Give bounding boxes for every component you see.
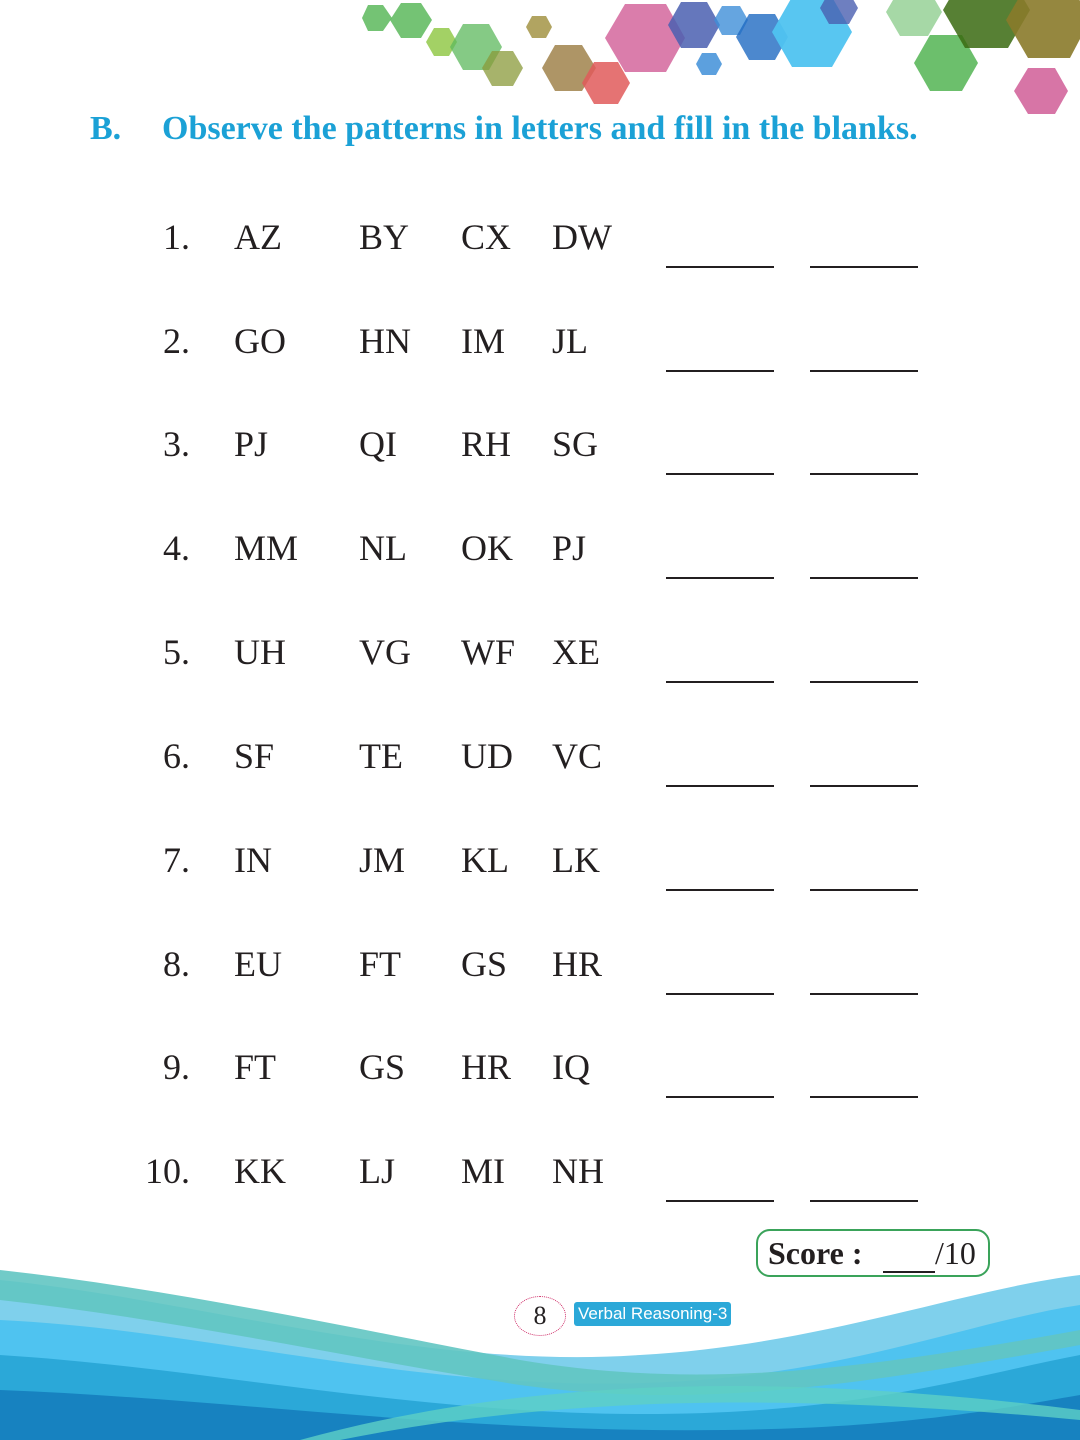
answer-blank[interactable]	[810, 1096, 918, 1098]
answer-blank[interactable]	[810, 889, 918, 891]
question-number: 2.	[163, 321, 190, 361]
term: PJ	[552, 528, 587, 568]
question-row	[0, 943, 1080, 1003]
question-row	[0, 631, 1080, 691]
term: HR	[461, 1047, 512, 1087]
score-label: Score :	[768, 1235, 863, 1271]
answer-blank[interactable]	[666, 993, 774, 995]
answer-blank[interactable]	[666, 370, 774, 372]
answer-blank[interactable]	[810, 473, 918, 475]
page-number: 8	[514, 1296, 566, 1336]
answer-blank[interactable]	[666, 889, 774, 891]
question-row	[0, 423, 1080, 483]
answer-blank[interactable]	[810, 993, 918, 995]
term: VG	[359, 632, 411, 672]
term: MM	[234, 528, 299, 568]
question-row	[0, 839, 1080, 899]
term: LJ	[359, 1151, 395, 1191]
term: NL	[359, 528, 407, 568]
question-row	[0, 527, 1080, 587]
term: IQ	[552, 1047, 590, 1087]
term: UD	[461, 736, 513, 776]
section-letter: B.	[90, 110, 122, 147]
answer-blank[interactable]	[666, 1096, 774, 1098]
answer-blank[interactable]	[666, 681, 774, 683]
question-number: 8.	[163, 944, 190, 984]
term: CX	[461, 217, 512, 257]
term: GS	[359, 1047, 406, 1087]
section-heading	[90, 110, 918, 148]
score-blank[interactable]	[883, 1271, 935, 1273]
term: SG	[552, 424, 599, 464]
term: GS	[461, 944, 508, 984]
question-row	[0, 216, 1080, 276]
term: GO	[234, 321, 286, 361]
term: KL	[461, 840, 509, 880]
term: FT	[234, 1047, 277, 1087]
term: OK	[461, 528, 513, 568]
answer-blank[interactable]	[810, 577, 918, 579]
section-instruction: Observe the patterns in letters and fill in the blanks.	[162, 110, 918, 147]
term: QI	[359, 424, 397, 464]
question-number: 10.	[145, 1151, 190, 1191]
term: JL	[552, 321, 588, 361]
score-box	[756, 1229, 990, 1277]
term: VC	[552, 736, 603, 776]
term: IN	[234, 840, 272, 880]
term: BY	[359, 217, 410, 257]
term: LK	[552, 840, 600, 880]
term: HR	[552, 944, 603, 984]
question-row	[0, 1150, 1080, 1210]
term: FT	[359, 944, 402, 984]
book-title-tag: Verbal Reasoning-3	[574, 1302, 731, 1326]
question-number: 1.	[163, 217, 190, 257]
answer-blank[interactable]	[666, 266, 774, 268]
term: KK	[234, 1151, 286, 1191]
term: HN	[359, 321, 411, 361]
term: AZ	[234, 217, 282, 257]
term: IM	[461, 321, 505, 361]
term: EU	[234, 944, 282, 984]
score-total: /10	[935, 1235, 976, 1271]
term: WF	[461, 632, 515, 672]
answer-blank[interactable]	[666, 785, 774, 787]
question-number: 4.	[163, 528, 190, 568]
term: RH	[461, 424, 512, 464]
question-number: 9.	[163, 1047, 190, 1087]
answer-blank[interactable]	[810, 681, 918, 683]
term: DW	[552, 217, 612, 257]
answer-blank[interactable]	[666, 473, 774, 475]
question-row	[0, 1046, 1080, 1106]
wave-decoration	[0, 1260, 1080, 1440]
term: NH	[552, 1151, 604, 1191]
term: XE	[552, 632, 600, 672]
question-number: 6.	[163, 736, 190, 776]
answer-blank[interactable]	[810, 1200, 918, 1202]
answer-blank[interactable]	[666, 1200, 774, 1202]
term: TE	[359, 736, 403, 776]
answer-blank[interactable]	[666, 577, 774, 579]
question-number: 7.	[163, 840, 190, 880]
term: SF	[234, 736, 275, 776]
question-row	[0, 735, 1080, 795]
question-row	[0, 320, 1080, 380]
answer-blank[interactable]	[810, 785, 918, 787]
term: MI	[461, 1151, 505, 1191]
term: JM	[359, 840, 406, 880]
term: PJ	[234, 424, 269, 464]
term: UH	[234, 632, 286, 672]
answer-blank[interactable]	[810, 266, 918, 268]
question-number: 3.	[163, 424, 190, 464]
question-number: 5.	[163, 632, 190, 672]
answer-blank[interactable]	[810, 370, 918, 372]
